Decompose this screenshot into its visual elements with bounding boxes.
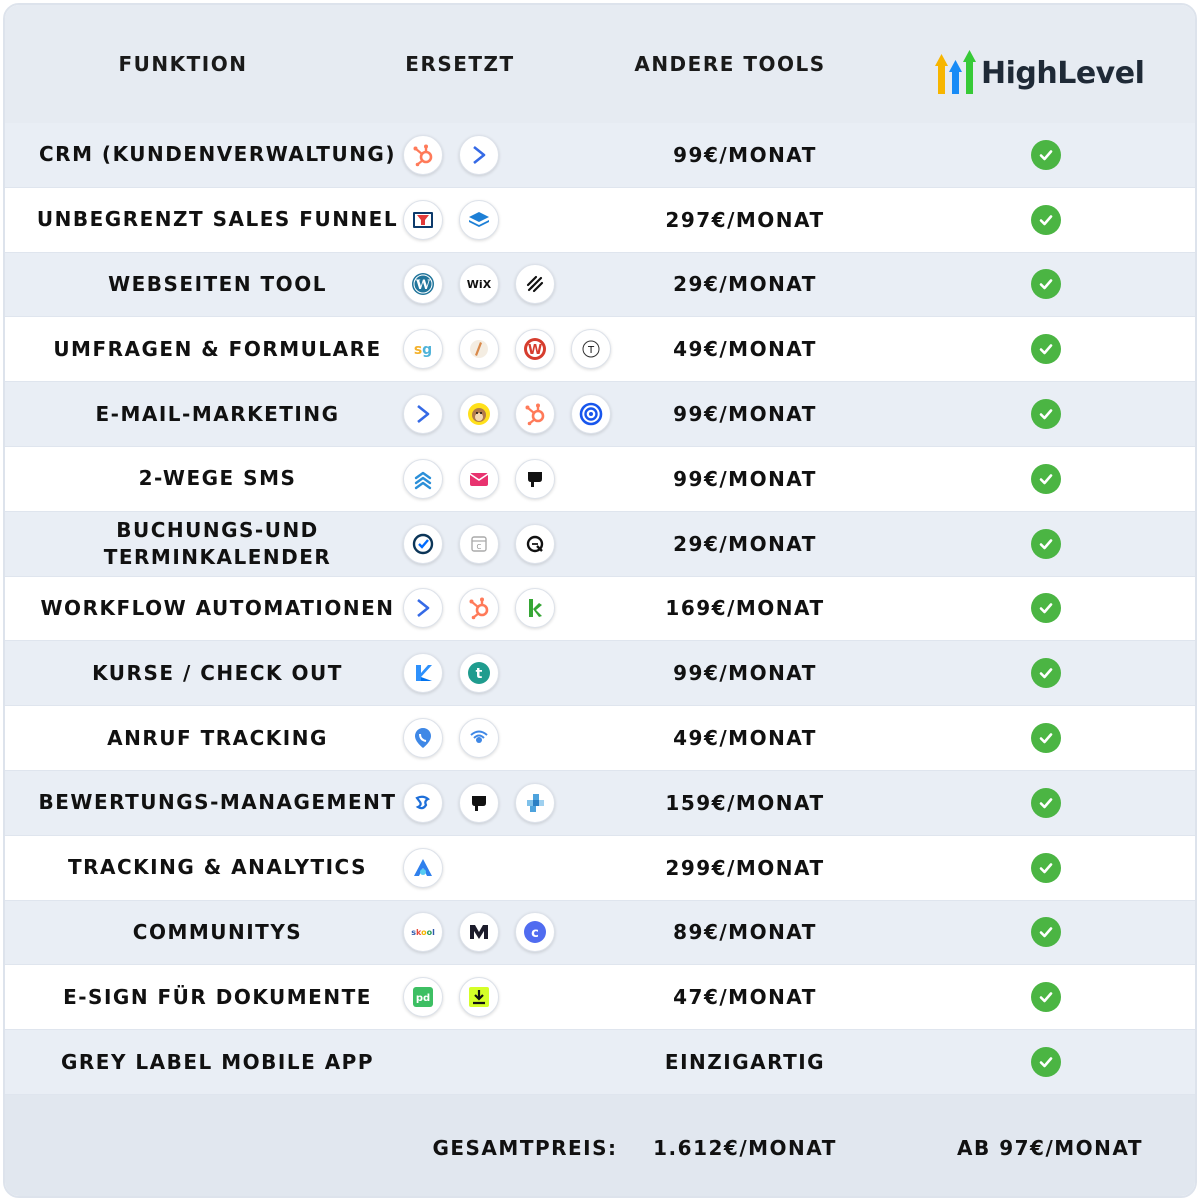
- feature-name: ANRUF TRACKING: [107, 725, 328, 750]
- skool-icon: [403, 912, 443, 952]
- replaced-tools: [403, 512, 555, 576]
- header-other-tools: ANDERE TOOLS: [634, 52, 826, 76]
- circle-icon: [515, 912, 555, 952]
- table-row: [5, 123, 1195, 188]
- feature-name: COMMUNITYS: [132, 919, 303, 944]
- feature-name: E-SIGN FÜR DOKUMENTE: [63, 984, 372, 1009]
- table-row: [5, 512, 1195, 577]
- table-row: [5, 641, 1195, 706]
- hubspot-icon: [515, 394, 555, 434]
- svg-text:skool: skool: [411, 928, 435, 938]
- table-row: [5, 382, 1195, 447]
- feature-name: BEWERTUNGS-MANAGEMENT: [38, 790, 397, 815]
- comparison-rows: [5, 123, 1195, 1095]
- table-row: [5, 1030, 1195, 1095]
- other-tools-price: 49€/MONAT: [673, 726, 817, 751]
- highlevel-wordmark: HighLevel: [981, 55, 1145, 91]
- other-tools-price: 99€/MONAT: [673, 142, 817, 167]
- clickfunnels-icon: [403, 200, 443, 240]
- table-row: [5, 447, 1195, 512]
- leadpages-icon: [459, 200, 499, 240]
- eztexting-icon: [459, 459, 499, 499]
- svg-text:W: W: [527, 343, 543, 359]
- podium-icon: [459, 783, 499, 823]
- check-icon: [1031, 205, 1061, 235]
- docusign-icon: [459, 977, 499, 1017]
- check-icon: [1031, 334, 1061, 364]
- callrail-icon: [403, 718, 443, 758]
- svg-text:pd: pd: [415, 993, 431, 1005]
- check-icon: [1031, 593, 1061, 623]
- svg-text:T: T: [587, 345, 595, 357]
- other-tools-price: 159€/MONAT: [665, 790, 825, 815]
- keap-icon: [515, 588, 555, 628]
- other-tools-price: 99€/MONAT: [673, 661, 817, 686]
- table-row: [5, 577, 1195, 642]
- activecampaign-icon: [403, 394, 443, 434]
- feature-name: TRACKING & ANALYTICS: [67, 855, 367, 880]
- other-tools-price: 89€/MONAT: [673, 920, 817, 945]
- feature-name: GREY LABEL MOBILE APP: [60, 1049, 374, 1074]
- other-tools-price: 297€/MONAT: [665, 207, 825, 232]
- check-icon: [1031, 788, 1061, 818]
- table-row: [5, 965, 1195, 1030]
- table-row: [5, 188, 1195, 253]
- feature-name: CRM (KUNDENVERWALTUNG): [38, 142, 396, 167]
- check-icon: [1031, 464, 1061, 494]
- check-icon: [1031, 917, 1061, 947]
- hubspot-icon: [459, 588, 499, 628]
- svg-text:WiX: WiX: [466, 278, 492, 292]
- total-other-price: 1.612€/MONAT: [653, 1135, 837, 1160]
- replaced-tools: [403, 965, 499, 1029]
- replaced-tools: [403, 123, 499, 187]
- typeform-icon: [571, 329, 611, 369]
- calltracking-icon: [459, 718, 499, 758]
- svg-text:W: W: [415, 278, 431, 294]
- other-tools-price: EINZIGARTIG: [664, 1050, 826, 1075]
- check-icon: [1031, 723, 1061, 753]
- feature-name: BUCHUNGS-UND TERMINKALENDER: [103, 517, 332, 569]
- mighty-icon: [459, 912, 499, 952]
- other-tools-price: 99€/MONAT: [673, 466, 817, 491]
- other-tools-price: 169€/MONAT: [665, 596, 825, 621]
- header-replaces: ERSETZT: [405, 52, 515, 76]
- table-row: [5, 901, 1195, 966]
- cal-icon: [515, 524, 555, 564]
- activecampaign-icon: [459, 135, 499, 175]
- check-icon: [1031, 399, 1061, 429]
- simpletexting-icon: [403, 459, 443, 499]
- podium-icon: [515, 459, 555, 499]
- replaced-tools: [403, 641, 499, 705]
- svg-text:t: t: [475, 666, 483, 683]
- table-header: [5, 5, 1195, 123]
- constantcontact-icon: [571, 394, 611, 434]
- check-icon: [1031, 529, 1061, 559]
- highlevel-logo: [935, 47, 1144, 99]
- replaced-tools: [403, 382, 611, 446]
- check-icon: [1031, 140, 1061, 170]
- comparison-card: [3, 3, 1197, 1198]
- replaced-tools: [403, 447, 555, 511]
- check-icon: [1031, 658, 1061, 688]
- reviewtrackers-icon: [515, 783, 555, 823]
- table-row: [5, 706, 1195, 771]
- surveygizmo-icon: [403, 329, 443, 369]
- table-row: [5, 253, 1195, 318]
- check-icon: [1031, 853, 1061, 883]
- feature-name: KURSE / CHECK OUT: [92, 660, 343, 685]
- check-icon: [1031, 1047, 1061, 1077]
- hubspot-icon: [403, 135, 443, 175]
- feature-name: WORKFLOW AUTOMATIONEN: [40, 595, 395, 620]
- other-tools-price: 99€/MONAT: [673, 402, 817, 427]
- pandadoc-icon: [403, 977, 443, 1017]
- other-tools-price: 29€/MONAT: [673, 531, 817, 556]
- replaced-tools: [403, 317, 611, 381]
- check-icon: [1031, 269, 1061, 299]
- birdeye-icon: [403, 783, 443, 823]
- calendly-icon: [403, 524, 443, 564]
- table-row: [5, 836, 1195, 901]
- table-row: [5, 771, 1195, 836]
- highlevel-price: AB 97€/MONAT: [957, 1135, 1143, 1160]
- feature-name: UNBEGRENZT SALES FUNNEL: [36, 207, 399, 232]
- squarespace-icon: [515, 264, 555, 304]
- feature-name: E-MAIL-MARKETING: [95, 401, 340, 426]
- total-label: GESAMTPREIS:: [432, 1135, 618, 1160]
- teachable-icon: [459, 653, 499, 693]
- surveymonkey-icon: [459, 329, 499, 369]
- kajabi-icon: [403, 653, 443, 693]
- analytics-icon: [403, 848, 443, 888]
- replaced-tools: [403, 706, 499, 770]
- mailchimp-icon: [459, 394, 499, 434]
- check-icon: [1031, 982, 1061, 1012]
- table-footer: [5, 1095, 1195, 1198]
- activecampaign-icon: [403, 588, 443, 628]
- replaced-tools: [403, 771, 555, 835]
- svg-text:sg: sg: [413, 342, 433, 359]
- wufoo-icon: [515, 329, 555, 369]
- svg-text:c: c: [531, 926, 539, 942]
- table-row: [5, 317, 1195, 382]
- wordpress-icon: [403, 264, 443, 304]
- header-function: FUNKTION: [118, 52, 248, 76]
- replaced-tools: [403, 188, 499, 252]
- acuity-icon: [459, 524, 499, 564]
- replaced-tools: [403, 577, 555, 641]
- other-tools-price: 49€/MONAT: [673, 337, 817, 362]
- replaced-tools: [403, 253, 555, 317]
- other-tools-price: 47€/MONAT: [673, 985, 817, 1010]
- replaced-tools: [403, 901, 555, 965]
- feature-name: UMFRAGEN & FORMULARE: [53, 336, 382, 361]
- wix-icon: [459, 264, 499, 304]
- replaced-tools: [403, 836, 443, 900]
- highlevel-arrows-icon: [935, 50, 977, 96]
- other-tools-price: 29€/MONAT: [673, 272, 817, 297]
- feature-name: 2-WEGE SMS: [138, 466, 297, 491]
- feature-name: WEBSEITEN TOOL: [108, 271, 327, 296]
- other-tools-price: 299€/MONAT: [665, 855, 825, 880]
- svg-text:C: C: [476, 542, 482, 551]
